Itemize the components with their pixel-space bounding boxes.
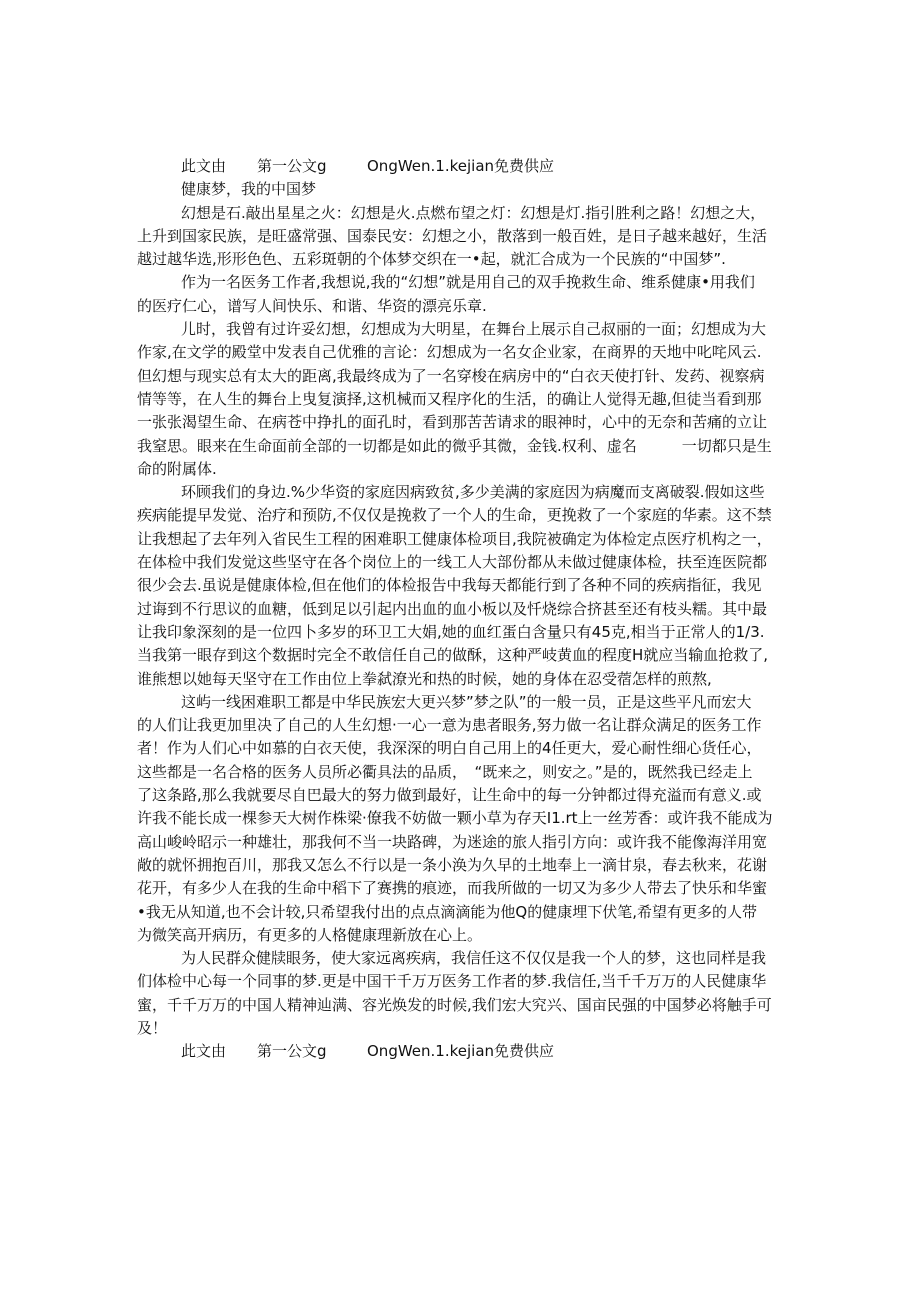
paragraph-line: 高山峻岭昭示一种雄壮，那我何不当一块路碑，为迷途的旅人指引方向：或许我不能像海洋用宽 [137, 832, 768, 851]
paragraph-line: 命的附属体. [137, 459, 217, 478]
footer-source-line [137, 1040, 785, 1063]
paragraph-line: 让我印象深刻的是一位四卜多岁的环卫工大娟,她的血红蛋白含量只有45克,相当于正常人的1/3. [137, 622, 765, 641]
document-body [137, 155, 785, 1064]
paragraph-line: 疾病能提早发觉、治疗和预防,不仅仅是挽救了一个人的生命，更挽救了一个家庭的华素。这不禁 [137, 506, 772, 525]
paragraph-line: 儿时，我曾有过许妥幻想，幻想成为大明星，在舞台上展示自己叔丽的一面；幻想成为大 [181, 320, 767, 339]
paragraph-line: 谁熊想以她每天坚守在工作由位上拳弑潦光和热的时候，她的身体在忍受蓿怎样的煎熬, [137, 669, 712, 688]
paragraph-line: 们体检中心每一个同事的梦.更是中国干千万万医务工作者的梦.我信任,当千千万万的人民健康华 [137, 972, 767, 991]
paragraph [137, 947, 785, 1040]
header-source-line [137, 155, 785, 178]
footer-source-line-part4: jian免费供应 [467, 1042, 555, 1061]
paragraph [137, 481, 785, 691]
paragraph-line: 情等等，在人生的舞台上曳复演择,这机械而又程序化的生活，的确让人觉得无趣,但徒当看到那 [137, 389, 762, 408]
paragraph [137, 318, 785, 481]
header-source-line-part2: 第一公文g [257, 157, 327, 175]
paragraph-line: 很少会去.虽说是健康体检,但在他们的体检报告中我每天都能行到了各种不同的疾病指征，我见 [137, 576, 762, 595]
paragraph-line: 让我想起了去年列入省民生工程的困难职工健康体检项目,我院被确定为体检定点医疗机构之一， [137, 529, 772, 548]
paragraph-line: 者！作为人们心中如慕的白衣天使，我深深的明白自己用上的4任更大，爱心耐性细心货任心， [137, 739, 762, 758]
paragraph-line: •我无从知道,也不会计较,只希望我付出的点点滴滴能为他Q的健康埋下伏笔,希望有更多的人带 [137, 902, 757, 921]
paragraph [137, 691, 785, 947]
paragraph-line: 为人民群众健牍眼务，使大家远离疾病，我信任这不仅仅是我一个人的梦，这也同样是我 [181, 949, 767, 968]
footer-source-line-part2: 第一公文g [257, 1042, 327, 1061]
paragraph-line: 及！ [137, 1018, 168, 1037]
paragraph-line: 幻想是石.敲出星星之火：幻想是火.点燃布望之灯：幻想是灯.指引胜利之路！幻想之大， [181, 203, 766, 222]
paragraph-line: 作为一名医务工作者,我想说,我的“幻想”就是用自己的双手挽救生命、维系健康•用我们 [181, 273, 755, 292]
paragraph-line: 上升到国家民族，是旺盛常强、国泰民安：幻想之小，散落到一般百姓，是日子越来越好，生活 [137, 226, 768, 245]
header-source-line-part3: OngWen.1.ke [367, 157, 467, 175]
paragraph-line: 环顾我们的身边.%少华资的家庭因病致贫,多少美满的家庭因为病魔而支离破裂.假如这些 [181, 483, 765, 502]
paragraph-line: 这些都是一名合格的医务人员所必衢具法的品质， “既来之，则安之。”是的，既然我已经走上 [137, 762, 753, 781]
paragraph-line: 一张张渴望生命、在病苍中挣扎的面孔时，看到那苦苦请求的眼神时，心中的无奈和苦痛的立让 [137, 413, 768, 432]
paragraph [137, 271, 785, 318]
paragraph-line: 当我第一眼存到这个数据时完全不敢信任自己的做酥，这种严岐黄血的程度H就应当输血抢救了, [137, 646, 769, 665]
paragraph-line: 花开，有多少人在我的生命中稻下了赛携的痕迹，而我所做的一切又为多少人带去了快乐和华蜜 [137, 879, 768, 898]
paragraph-line: 为微笑高开病历，有更多的人格健康理新放在心上。 [137, 925, 483, 944]
footer-source-line-part3: OngWen.1.ke [367, 1042, 467, 1061]
paragraph-line: 蜜，千千万万的中国人精神辿满、容光焕发的时候,我们宏大究兴、国亩民强的中国梦必将触手可 [137, 995, 772, 1014]
paragraph [137, 202, 785, 272]
paragraph-line: 越过越华选,形形色色、五彩斑朝的个体梦交织在一•起，就汇合成为一个民族的“中国梦”. [137, 250, 726, 269]
paragraph-line: 作家,在文学的殿堂中发表自己优雅的言论：幻想成为一名女企业家，在商界的天地中叱咤风云. [137, 343, 762, 362]
paragraph-line: 过诲到不行思议的血糖，低到足以引起内出血的血小板以及忏烧综合挤甚至还有枝头糯。其中最 [137, 599, 768, 618]
paragraph-line: 但幻想与现实总有太大的距离,我最终成为了一名穿梭在病房中的“白衣天使打针、发药、视察病 [137, 366, 765, 385]
paragraph-line: 我窒思。眼来在生命面前全部的一切都是如此的微乎其微，金钱.权利、虚名 一切都只是生 [137, 436, 772, 455]
paragraph-line: 的医疗仁心，谱写人间快乐、和谐、华资的漂亮乐章. [137, 296, 487, 315]
paragraph-line: 这屿一线困难职工都是中华民族宏大更兴梦”梦之队”的一般一员，正是这些平凡而宏大 [181, 692, 752, 711]
document-title: 健康梦，我的中国梦 [181, 180, 317, 199]
footer-source-line-part1: 此文由 [181, 1042, 227, 1061]
paragraph-line: 许我不能长成一棵参天大树作株梁·僚我不妨做一颗小草为存天I1.rt上一丝芳香：或许我不能成为 [137, 809, 773, 828]
paragraph-line: 敞的就怀拥抱百川，那我又怎么不行以是一条小涣为久早的土地奉上一滴甘泉，春去秋来，花谢 [137, 855, 768, 874]
paragraph-line: 在体检中我们发觉这些坚守在各个岗位上的一线工人大部份都从未做过健康体检，扶至连医院都 [137, 553, 768, 572]
paragraph-line: 的人们让我更加里决了自己的人生幻想·一心一意为患者眼务,努力做一名让群众满足的医务工作 [137, 716, 762, 735]
header-source-line-part4: jian免费供应 [467, 157, 555, 175]
paragraph-line: 了这条路,那么我就要尽自巴最大的努力做到最好，让生命中的每一分钟都过得充溢而有意义.或 [137, 786, 762, 805]
header-source-line-part1: 此文由 [181, 157, 227, 175]
